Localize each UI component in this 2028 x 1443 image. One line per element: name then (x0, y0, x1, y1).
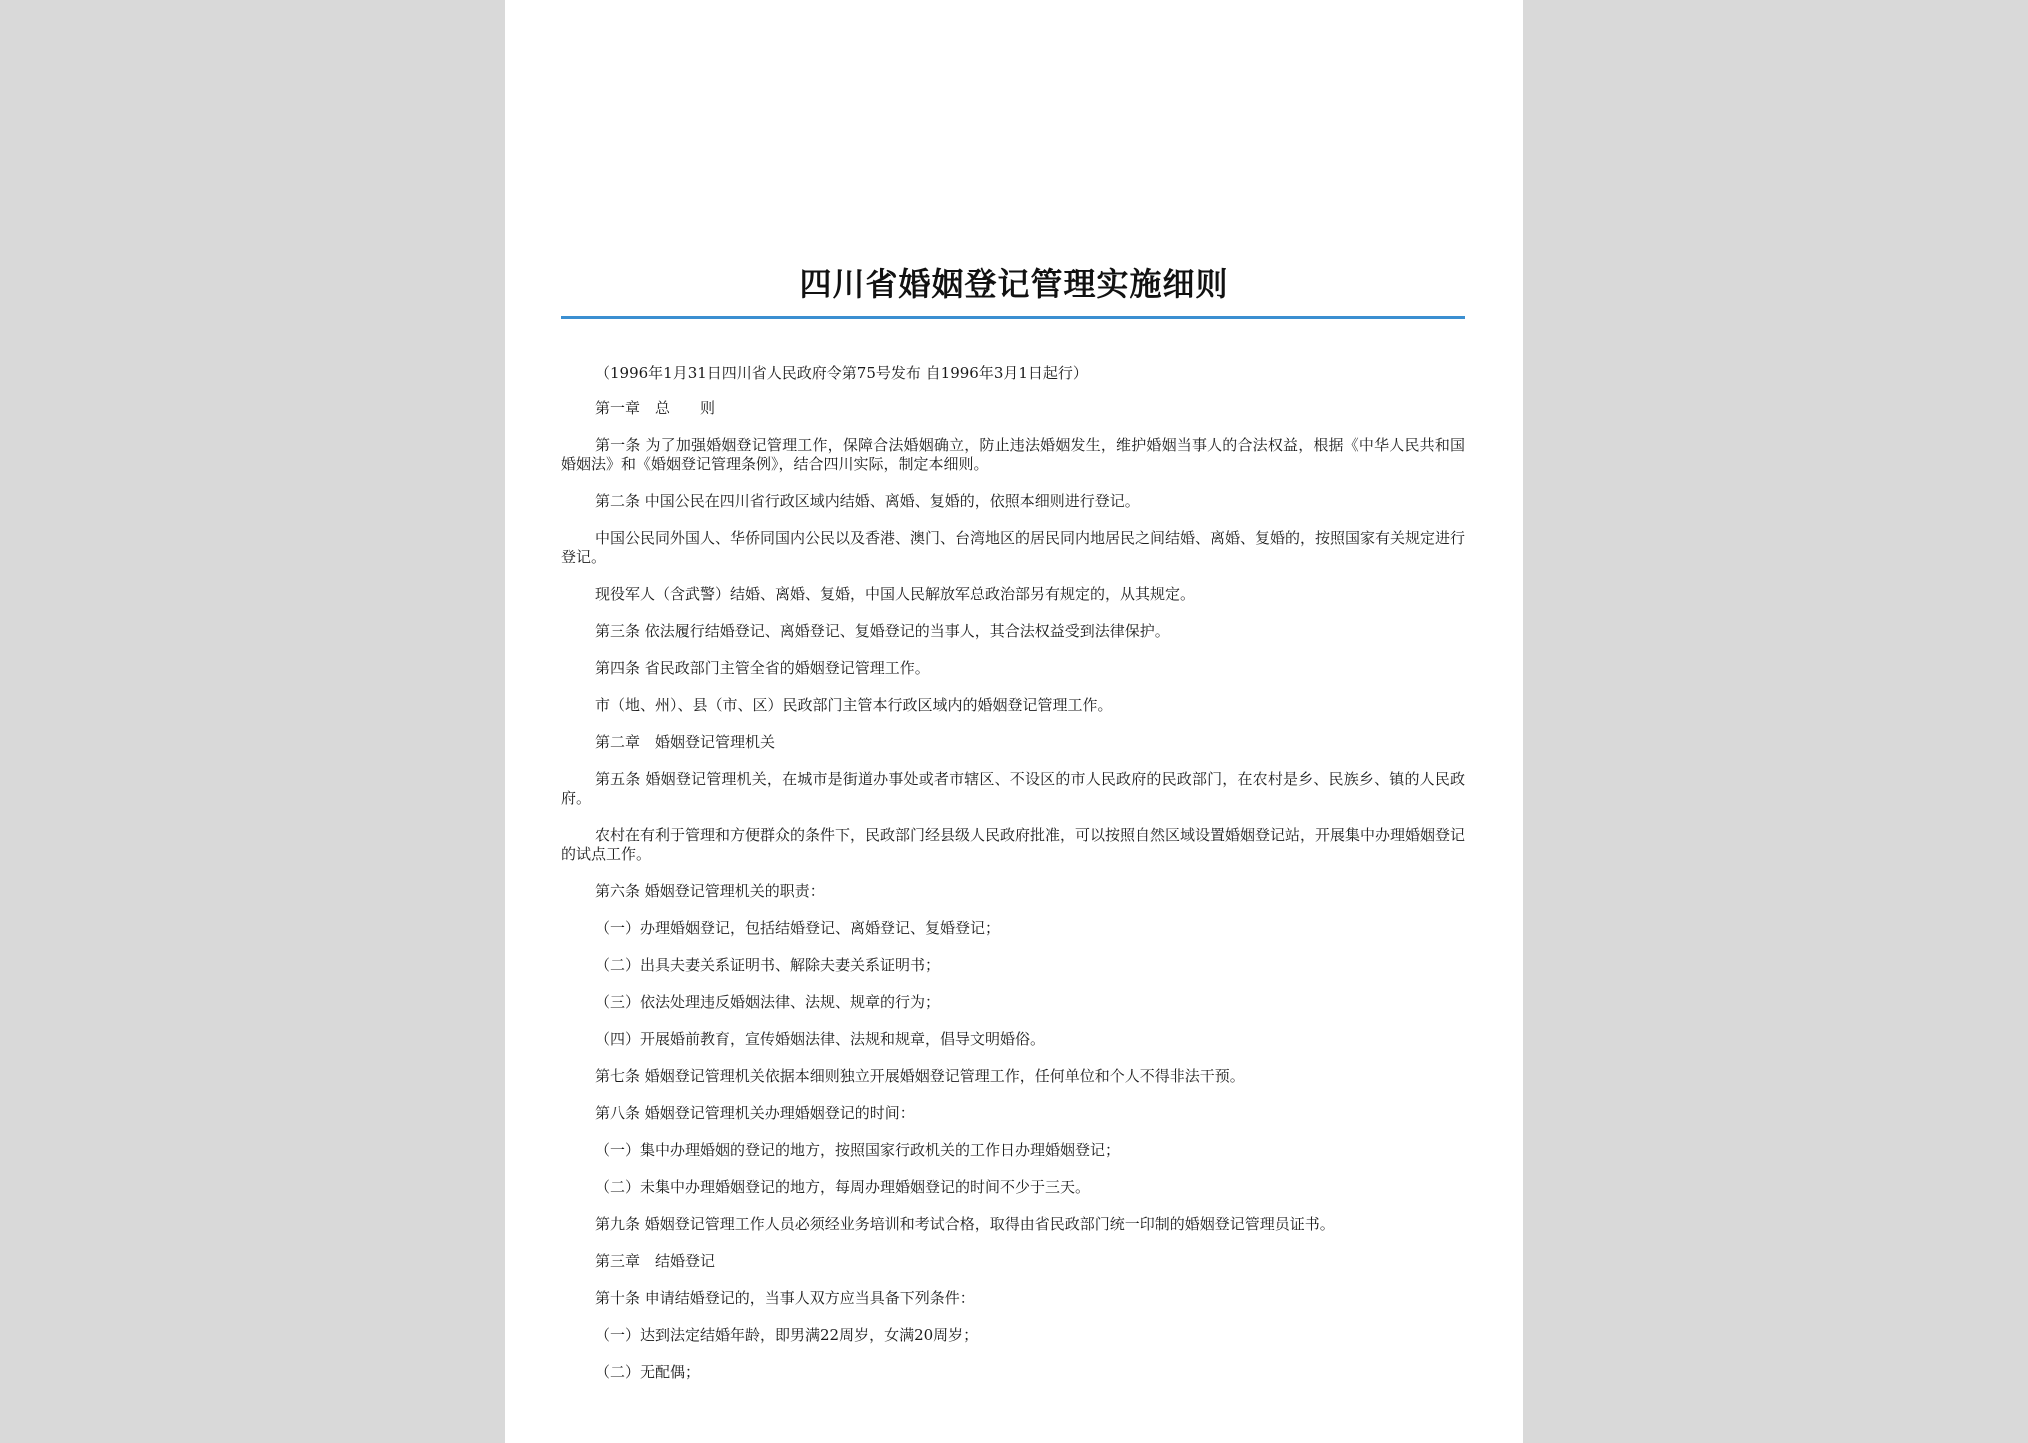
document-title: 四川省婚姻登记管理实施细则 (799, 265, 1229, 303)
article-paragraph: 第四条 省民政部门主管全省的婚姻登记管理工作。 (595, 659, 930, 677)
title-underline (561, 316, 1465, 319)
article-paragraph: 第八条 婚姻登记管理机关办理婚姻登记的时间： (595, 1104, 915, 1122)
article-paragraph: 第二条 中国公民在四川省行政区域内结婚、离婚、复婚的，依照本细则进行登记。 (595, 492, 1140, 510)
article-paragraph: 第六条 婚姻登记管理机关的职责： (595, 882, 825, 900)
list-item: （四）开展婚前教育，宣传婚姻法律、法规和规章，倡导文明婚俗。 (595, 1030, 1046, 1048)
document-page (505, 0, 1523, 1443)
article-paragraph: 第七条 婚姻登记管理机关依据本细则独立开展婚姻登记管理工作，任何单位和个人不得非法干预。 (595, 1067, 1245, 1085)
list-item: （二）未集中办理婚姻登记的地方，每周办理婚姻登记的时间不少于三天。 (595, 1178, 1091, 1196)
list-item: （一）办理婚姻登记，包括结婚登记、离婚登记、复婚登记； (595, 919, 1001, 937)
chapter-heading: 第二章 婚姻登记管理机关 (595, 733, 776, 751)
article-paragraph: 第九条 婚姻登记管理工作人员必须经业务培训和考试合格，取得由省民政部门统一印制的婚姻登记管理员证书。 (595, 1215, 1335, 1233)
article-paragraph: 第十条 申请结婚登记的，当事人双方应当具备下列条件： (595, 1289, 975, 1307)
article-paragraph: 第五条 婚姻登记管理机关，在城市是街道办事处或者市辖区、不设区的市人民政府的民政部门，在农村是乡、民族乡、镇的人民政府。 (561, 770, 1465, 807)
list-item: （三）依法处理违反婚姻法律、法规、规章的行为； (595, 993, 941, 1011)
list-item: （二）出具夫妻关系证明书、解除夫妻关系证明书； (595, 956, 941, 974)
article-paragraph: 市（地、州）、县（市、区）民政部门主管本行政区域内的婚姻登记管理工作。 (595, 696, 1113, 714)
article-paragraph: 农村在有利于管理和方便群众的条件下，民政部门经县级人民政府批准，可以按照自然区域设置婚姻登记站，开展集中办理婚姻登记的试点工作。 (561, 826, 1466, 863)
article-paragraph: 第三条 依法履行结婚登记、离婚登记、复婚登记的当事人，其合法权益受到法律保护。 (595, 622, 1170, 640)
list-item: （一）集中办理婚姻的登记的地方，按照国家行政机关的工作日办理婚姻登记； (595, 1141, 1121, 1159)
list-item: （二）无配偶； (595, 1363, 701, 1381)
list-item: （一）达到法定结婚年龄，即男满22周岁，女满20周岁； (595, 1326, 979, 1344)
article-paragraph: 现役军人（含武警）结婚、离婚、复婚，中国人民解放军总政治部另有规定的，从其规定。 (595, 585, 1196, 603)
chapter-heading: 第一章 总 则 (595, 399, 716, 417)
publication-note: （1996年1月31日四川省人民政府令第75号发布 自1996年3月1日起行） (595, 364, 1088, 382)
chapter-heading: 第三章 结婚登记 (595, 1252, 716, 1270)
article-paragraph: 中国公民同外国人、华侨同国内公民以及香港、澳门、台湾地区的居民同内地居民之间结婚、离婚、复婚的，按照国家有关规定进行登记。 (561, 529, 1466, 566)
document-body (561, 364, 1465, 1400)
article-paragraph: 第一条 为了加强婚姻登记管理工作，保障合法婚姻确立，防止违法婚姻发生，维护婚姻当事人的合法权益，根据《中华人民共和国婚姻法》和《婚姻登记管理条例》，结合四川实际，制定本细则。 (561, 436, 1465, 473)
